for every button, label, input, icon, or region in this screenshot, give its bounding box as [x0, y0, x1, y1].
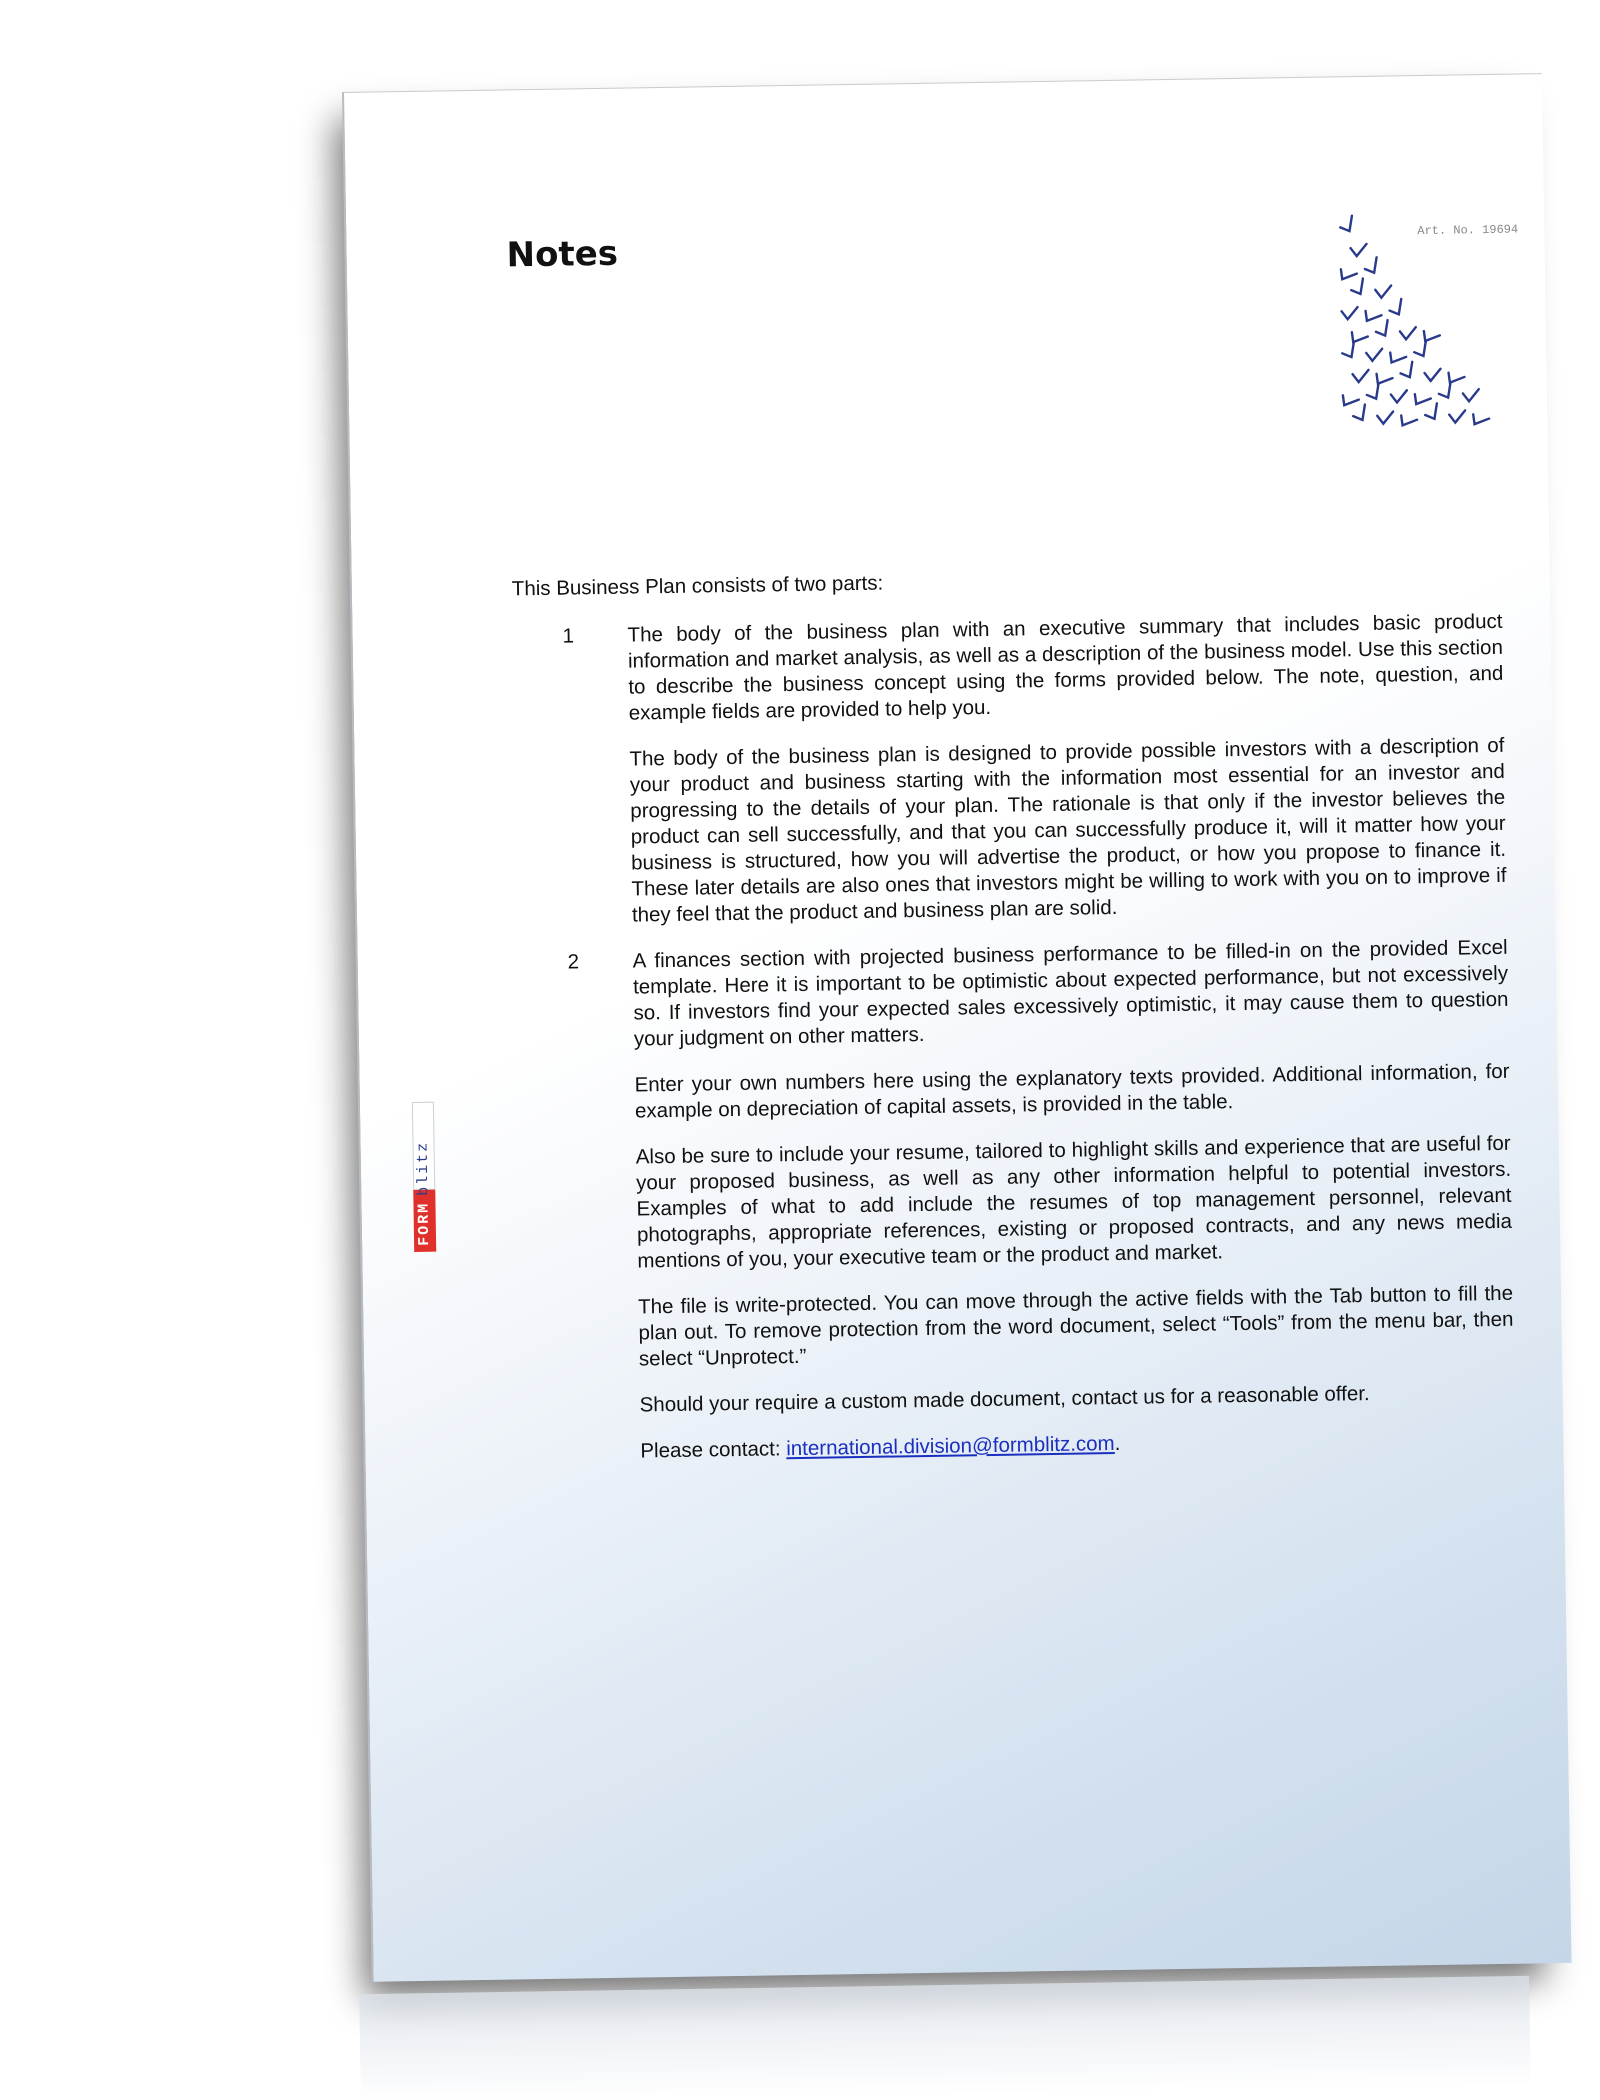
contact-line	[640, 1425, 1515, 1465]
check-mark-icon	[1412, 341, 1432, 360]
contact-email-link[interactable]: international.division@formblitz.com	[786, 1432, 1115, 1461]
check-mark-icon	[1420, 328, 1440, 346]
list-item-number: 2	[567, 950, 580, 974]
check-mark-icon	[1365, 383, 1385, 402]
check-mark-icon	[1397, 412, 1417, 430]
check-mark-icon	[1373, 370, 1393, 388]
brand-text	[412, 1096, 436, 1252]
check-mark-icon	[1340, 342, 1360, 361]
intro-text: This Business Plan consists of two parts:	[511, 571, 884, 601]
paragraph: Should your require a custom made document, contact us for a reasonable offer.	[639, 1382, 1370, 1417]
document-page	[342, 73, 1572, 1982]
check-mark-icon	[1363, 257, 1383, 276]
check-mark-icon	[1469, 411, 1489, 429]
check-mark-icon	[1411, 391, 1431, 409]
paragraph: A finances section with projected business performance to be filled-in on the provided Excel template. Here it is important to be optimistic about expected performance, but not excessively so. If investors find your expected sales excessively optimistic, it may cause them to question your judgment on other matters.	[632, 935, 1509, 1051]
document-body	[512, 561, 1516, 1486]
check-mark-icon	[1449, 410, 1465, 422]
paragraph: Enter your own numbers here using the explanatory texts provided. Additional information, for example on depreciation of capital assets, is provided in the table.	[634, 1059, 1510, 1123]
check-mark-icon	[1362, 307, 1382, 325]
brand-form-text: FORM	[415, 1201, 434, 1246]
paragraph: Also be sure to include your resume, tailored to highlight skills and experience that are useful for your proposed business, as well as any other information helpful to potential investors. Examples of what to add include the resumes of top management personnel, relevant photographs, appropriate references, existing or proposed contracts, and any news media mentions of you, your executive team or the product and market.	[635, 1131, 1513, 1273]
check-mark-icon	[1366, 349, 1382, 361]
list-item-2	[518, 935, 1516, 1466]
check-mark-icon	[1400, 327, 1416, 339]
check-mark-icon	[1374, 320, 1394, 339]
check-mark-icon	[1351, 244, 1367, 256]
check-mark-icon	[1445, 369, 1465, 387]
page-title: Notes	[506, 233, 619, 276]
list-item-1	[512, 609, 1507, 931]
check-mark-icon	[1388, 299, 1408, 318]
check-mark-icon	[1351, 405, 1371, 424]
check-mark-icon	[1391, 390, 1407, 402]
page-reflection	[359, 1976, 1531, 2100]
check-mark-icon	[1463, 389, 1479, 401]
contact-suffix: .	[1114, 1431, 1121, 1456]
brand-blitz-text: blitz	[414, 1140, 433, 1196]
check-mark-icon	[1352, 370, 1368, 382]
check-mark-icon	[1386, 349, 1406, 367]
check-mark-icon	[1349, 279, 1369, 298]
check-mark-icon	[1377, 412, 1393, 424]
check-mark-icon	[1339, 392, 1359, 410]
paragraph: The body of the business plan with an executive summary that includes basic product information and market analysis, as well as a description of the business model. Use this section to describe the business concept using the forms provided below. The note, question, and example fields are provided to help you.	[627, 609, 1504, 725]
check-mark-icon	[1398, 362, 1418, 381]
list-item-number: 1	[562, 624, 575, 648]
formblitz-brand-tab	[412, 1102, 436, 1252]
formblitz-checkmark-logo-icon	[1326, 194, 1550, 457]
check-mark-icon	[1342, 307, 1358, 319]
check-mark-icon	[1424, 369, 1440, 381]
check-mark-icon	[1348, 329, 1368, 347]
check-mark-icon	[1437, 382, 1457, 401]
check-mark-icon	[1375, 286, 1391, 298]
article-number: Art. No. 19694	[1417, 222, 1519, 239]
paragraph: The file is write-protected. You can move through the active fields with the Tab button to fill the plan out. To remove protection from the word document, select “Tools” from the menu bar, then select “Unprotect.”	[637, 1281, 1514, 1371]
check-mark-icon	[1423, 403, 1443, 422]
contact-label: Please contact:	[640, 1437, 787, 1463]
check-mark-icon	[1337, 266, 1357, 284]
check-mark-icon	[1338, 216, 1358, 235]
paragraph: The body of the business plan is designed to provide possible investors with a description of your product and business starting with the information most essential for an investor and progressing to the details of your plan. The rationale is that only if the investor believes the product can sell successfully, and that you can successfully produce it, will it matter how your business is structured, how you will advertise the product, or how you propose to finance it. These later details are also ones that investors might be willing to work with you on to improve if they feel that the product and business plan are solid.	[629, 733, 1507, 927]
